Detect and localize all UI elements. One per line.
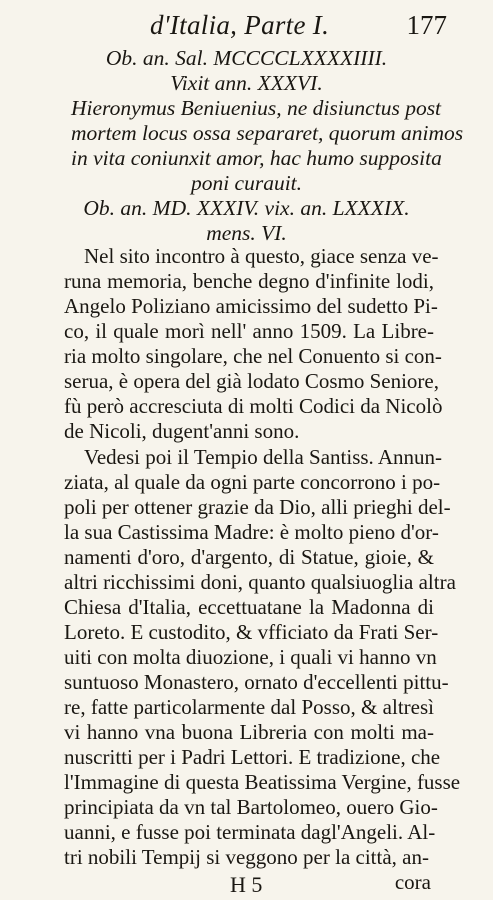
epitaph-line: Hieronymus Beniuenius, ne disiunctus post bbox=[71, 96, 442, 120]
body-line: runa memoria, benche degno d'infinite lodi, bbox=[64, 269, 434, 293]
page-header bbox=[0, 10, 493, 44]
epitaph-line: Vixit ann. XXXVI. bbox=[170, 71, 323, 95]
body-line: l'Immagine di questa Beatissima Vergine, fusse bbox=[64, 770, 461, 794]
body-line: re, fatte particolarmente dal Posso, & altresì bbox=[64, 695, 434, 719]
body-line: tri nobili Tempij si veggono per la città, an- bbox=[64, 845, 429, 869]
epitaph-line: Ob. an. MD. XXXIV. vix. an. LXXXIX. bbox=[83, 196, 410, 220]
body-line: ziata, al quale da ogni parte concorrono i po- bbox=[64, 470, 441, 494]
body-line: Nel sito incontro à questo, giace senza ve- bbox=[84, 244, 439, 268]
running-head: d'Italia, Parte I. bbox=[150, 10, 330, 40]
body-line: fù però accresciuta di molti Codici da Nicolò bbox=[64, 394, 443, 418]
body-line: uanni, e fusse poi terminata dagl'Angeli. Al- bbox=[64, 820, 436, 844]
body-line: Loreto. E custodito, & vfficiato da Frati Ser- bbox=[64, 620, 439, 644]
body-line: serua, è opera del già lodato Cosmo Seniore, bbox=[64, 369, 439, 393]
body-line: suntuoso Monastero, ornato d'eccellenti pittu- bbox=[64, 670, 449, 694]
body-line: Angelo Poliziano amicissimo del sudetto Pi- bbox=[64, 294, 438, 318]
body-line: Vedesi poi il Tempio della Santiss. Annun- bbox=[84, 445, 443, 469]
body-line: principiata da vn tal Bartolomeo, ouero Gio- bbox=[64, 795, 438, 819]
body-line: nuscritti per i Padri Lettori. E tradizione, che bbox=[64, 745, 441, 769]
page-number: 177 bbox=[406, 10, 447, 40]
body-line: la sua Castissima Madre: è molto pieno d'or- bbox=[64, 520, 439, 544]
body-line: uiti con molta diuozione, i quali vi hanno vn bbox=[64, 645, 437, 669]
body-line: de Nicoli, dugent'anni sono. bbox=[64, 419, 300, 443]
body-line: ria molto singolare, che nel Conuento si con- bbox=[64, 344, 442, 368]
body-line: co, il quale morì nell' anno 1509. La Libre- bbox=[64, 319, 434, 343]
catchword: cora bbox=[394, 870, 431, 894]
body-line: vi hanno vna buona Libreria con molti ma- bbox=[64, 720, 434, 744]
epitaph-line: mortem locus ossa separaret, quorum animos bbox=[71, 121, 464, 145]
body-line: poli per ottener grazie da Dio, alli prieghi del- bbox=[64, 495, 451, 519]
body-line: Chiesa d'Italia, eccettuatane la Madonna di bbox=[64, 595, 434, 619]
signature-mark: H 5 bbox=[230, 872, 263, 897]
body-line: altri ricchissimi doni, quanto qualsiuoglia altra bbox=[64, 570, 456, 594]
body-line: namenti d'oro, d'argento, di Statue, gioie, & bbox=[64, 545, 434, 569]
epitaph-line: in vita coniunxit amor, hac humo supposita bbox=[71, 146, 442, 170]
epitaph-line: Ob. an. Sal. MCCCCLXXXXIIII. bbox=[105, 46, 388, 70]
epitaph-line: poni curauit. bbox=[190, 171, 303, 195]
epitaph-line: mens. VI. bbox=[206, 221, 287, 245]
